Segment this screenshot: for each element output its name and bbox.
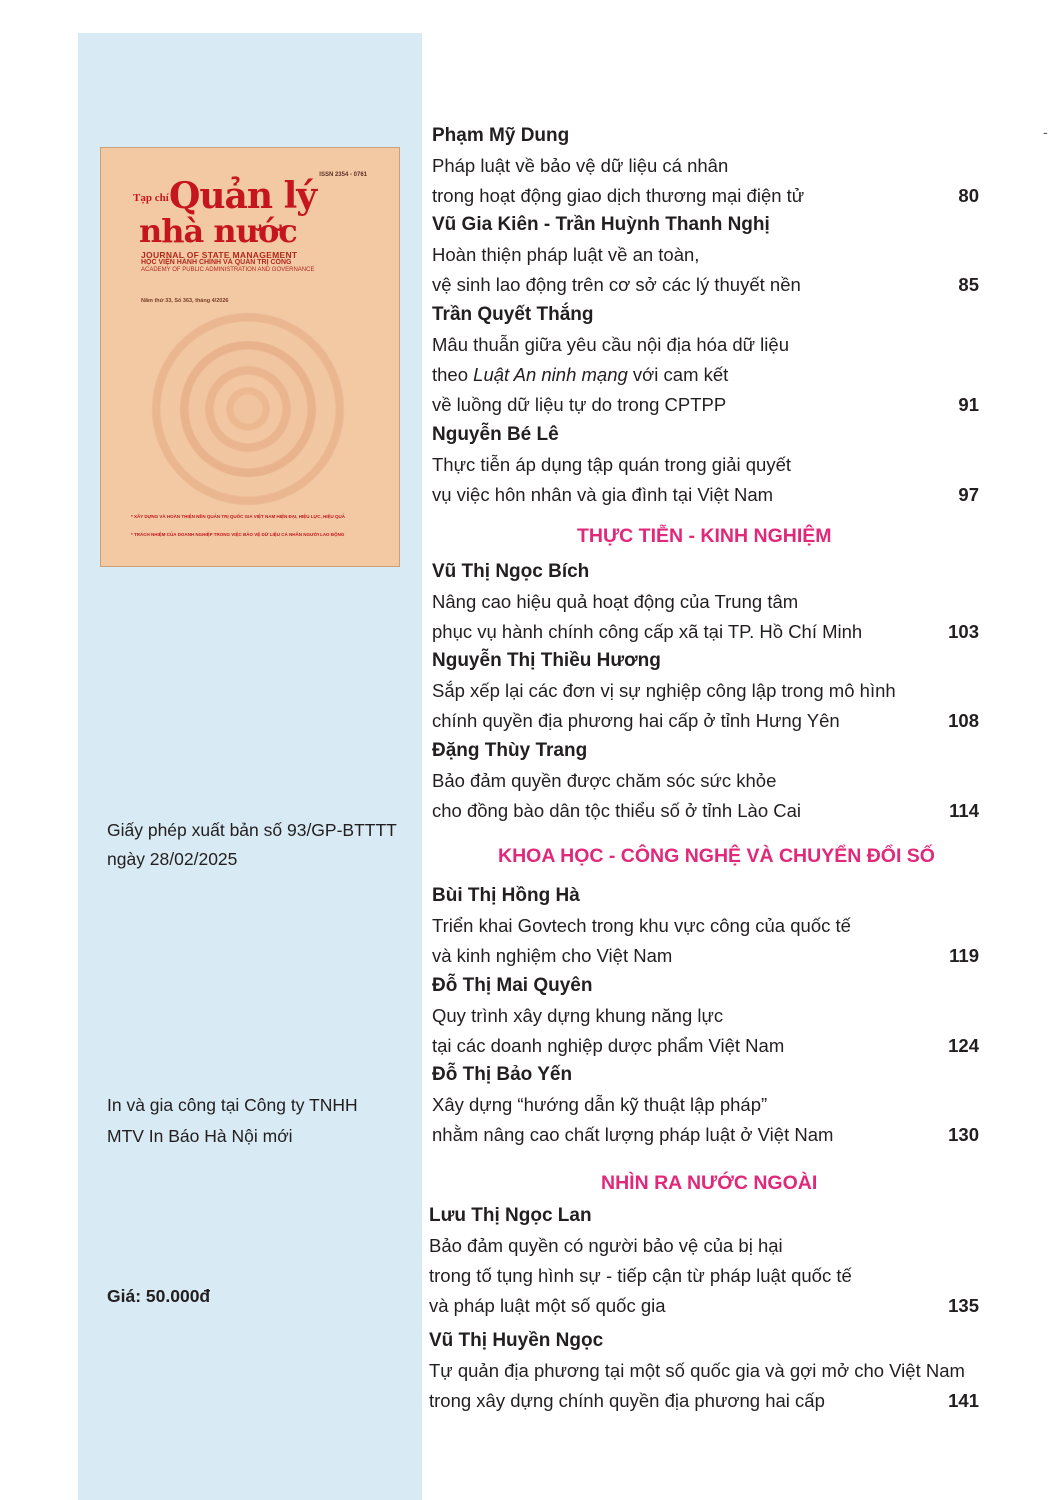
law-name: Luật An ninh mạng [473, 363, 628, 385]
article-title-line[interactable]: nhằm nâng cao chất lượng pháp luật ở Việt Nam [432, 1123, 834, 1145]
article-title-line[interactable]: và kinh nghiệm cho Việt Nam [432, 944, 673, 966]
article-title-line[interactable]: Quy trình xây dựng khung năng lực [432, 1004, 724, 1026]
article-title-line[interactable]: cho đồng bào dân tộc thiểu số ở tỉnh Lào Cai [432, 799, 802, 821]
page-number[interactable]: 135 [948, 1294, 979, 1316]
article-author: Bùi Thị Hồng Hà [432, 885, 580, 906]
article-title-line[interactable]: Bảo đảm quyền được chăm sóc sức khỏe [432, 769, 777, 791]
cover-title-line2: nhà nước [139, 212, 297, 250]
article-title-line[interactable]: Triển khai Govtech trong khu vực công của quốc tế [432, 914, 851, 936]
page-number[interactable]: 108 [948, 709, 979, 731]
cover-issn: ISSN 2354 - 0761 [319, 172, 367, 178]
cover-english-title: JOURNAL OF STATE MANAGEMENT [141, 250, 298, 260]
article-title-line[interactable]: theo Luật An ninh mạng với cam kết [432, 363, 729, 385]
article-title-line[interactable]: về luồng dữ liệu tự do trong CPTPP [432, 393, 727, 415]
cover-volume: Năm thứ 33, Số 363, tháng 4/2026 [141, 298, 229, 304]
article-title-line[interactable]: Sắp xếp lại các đơn vị sự nghiệp công lập trong mô hình [432, 679, 896, 701]
article-author: Đỗ Thị Bảo Yến [432, 1064, 573, 1085]
article-title-line[interactable]: và pháp luật một số quốc gia [429, 1294, 666, 1316]
cover-title-line1: Quản lý [169, 175, 317, 217]
section-heading: NHÌN RA NƯỚC NGOÀI [601, 1172, 818, 1194]
printer-line1: In và gia công tại Công ty TNHH [107, 1095, 358, 1115]
page-number[interactable]: 130 [948, 1123, 979, 1145]
page-number[interactable]: 97 [958, 483, 979, 505]
article-title-line[interactable]: Xây dựng “hướng dẫn kỹ thuật lập pháp” [432, 1093, 768, 1115]
article-title-line[interactable]: Mâu thuẫn giữa yêu cầu nội địa hóa dữ liệu [432, 333, 789, 355]
article-title-line[interactable]: Tự quản địa phương tại một số quốc gia và gợi mở cho Việt Nam [429, 1359, 965, 1381]
article-title-line[interactable]: trong tố tụng hình sự - tiếp cận từ pháp luật quốc tế [429, 1264, 852, 1286]
section-heading: KHOA HỌC - CÔNG NGHỆ VÀ CHUYỂN ĐỔI SỐ [498, 845, 935, 867]
page-number[interactable]: 91 [958, 393, 979, 415]
page-number[interactable]: 119 [949, 944, 979, 966]
printer-line2: MTV In Báo Hà Nội mới [107, 1126, 293, 1146]
page-number[interactable]: 114 [949, 799, 979, 821]
page-number[interactable]: 80 [958, 184, 979, 206]
cover-institution: HỌC VIỆN HÀNH CHÍNH VÀ QUẢN TRỊ CÔNG [141, 259, 292, 266]
article-title-line[interactable]: chính quyền địa phương hai cấp ở tỉnh Hưng Yên [432, 709, 840, 731]
page-number[interactable]: 85 [958, 273, 979, 295]
article-title-line[interactable]: vệ sinh lao động trên cơ sở các lý thuyết nền [432, 273, 801, 295]
article-author: Phạm Mỹ Dung [432, 125, 570, 146]
license-date: ngày 28/02/2025 [107, 849, 238, 869]
article-author: Vũ Gia Kiên - Trần Huỳnh Thanh Nghị [432, 214, 770, 235]
article-title-line[interactable]: Nâng cao hiệu quả hoạt động của Trung tâm [432, 590, 799, 612]
article-author: Nguyễn Thị Thiều Hương [432, 650, 661, 671]
article-title-line[interactable]: trong xây dựng chính quyền địa phương hai cấp [429, 1389, 825, 1411]
article-author: Đỗ Thị Mai Quyên [432, 975, 593, 996]
article-title-line[interactable]: trong hoạt động giao dịch thương mại điện tử [432, 184, 805, 206]
price-label: Giá: 50.000đ [107, 1286, 211, 1306]
article-title-line[interactable]: Thực tiễn áp dụng tập quán trong giải quyết [432, 453, 791, 475]
cover-highlight: * TRÁCH NHIỆM CỦA DOANH NGHIỆP TRONG VIỆC BẢO VỆ DỮ LIỆU CÁ NHÂN NGƯỜI LAO ĐỘNG [131, 532, 345, 537]
article-author: Nguyễn Bé Lê [432, 424, 559, 445]
article-author: Lưu Thị Ngọc Lan [429, 1205, 592, 1226]
article-author: Trần Quyết Thắng [432, 304, 594, 325]
page-number[interactable]: 124 [948, 1034, 979, 1056]
article-title-line[interactable]: Pháp luật về bảo vệ dữ liệu cá nhân [432, 154, 729, 176]
license-number: Giấy phép xuất bản số 93/GP-BTTTT [107, 820, 397, 840]
edge-mark: - [1043, 124, 1048, 140]
section-heading: THỰC TIỄN - KINH NGHIỆM [577, 525, 832, 547]
article-title-line[interactable]: phục vụ hành chính công cấp xã tại TP. Hồ Chí Minh [432, 620, 863, 642]
cover-tap-chi: Tạp chí [133, 192, 169, 204]
article-author: Vũ Thị Huyền Ngọc [429, 1330, 604, 1351]
article-title-line[interactable]: Bảo đảm quyền có người bảo vệ của bị hại [429, 1234, 783, 1256]
article-title-line[interactable]: Hoàn thiện pháp luật về an toàn, [432, 243, 700, 265]
article-title-line[interactable]: tại các doanh nghiệp dược phẩm Việt Nam [432, 1034, 785, 1056]
article-author: Vũ Thị Ngọc Bích [432, 561, 590, 582]
page-number[interactable]: 141 [948, 1389, 979, 1411]
article-author: Đặng Thùy Trang [432, 740, 588, 761]
page-number[interactable]: 103 [948, 620, 979, 642]
cover-academy: ACADEMY OF PUBLIC ADMINISTRATION AND GOVERNANCE [141, 267, 315, 273]
cover-highlight: * XÂY DỰNG VÀ HOÀN THIỆN NỀN QUẢN TRỊ QUỐC GIA VIỆT NAM HIỆN ĐẠI, HIỆU LỰC, HIỆU QUẢ [131, 514, 345, 519]
article-title-line[interactable]: vụ việc hôn nhân và gia đình tại Việt Nam [432, 483, 774, 505]
